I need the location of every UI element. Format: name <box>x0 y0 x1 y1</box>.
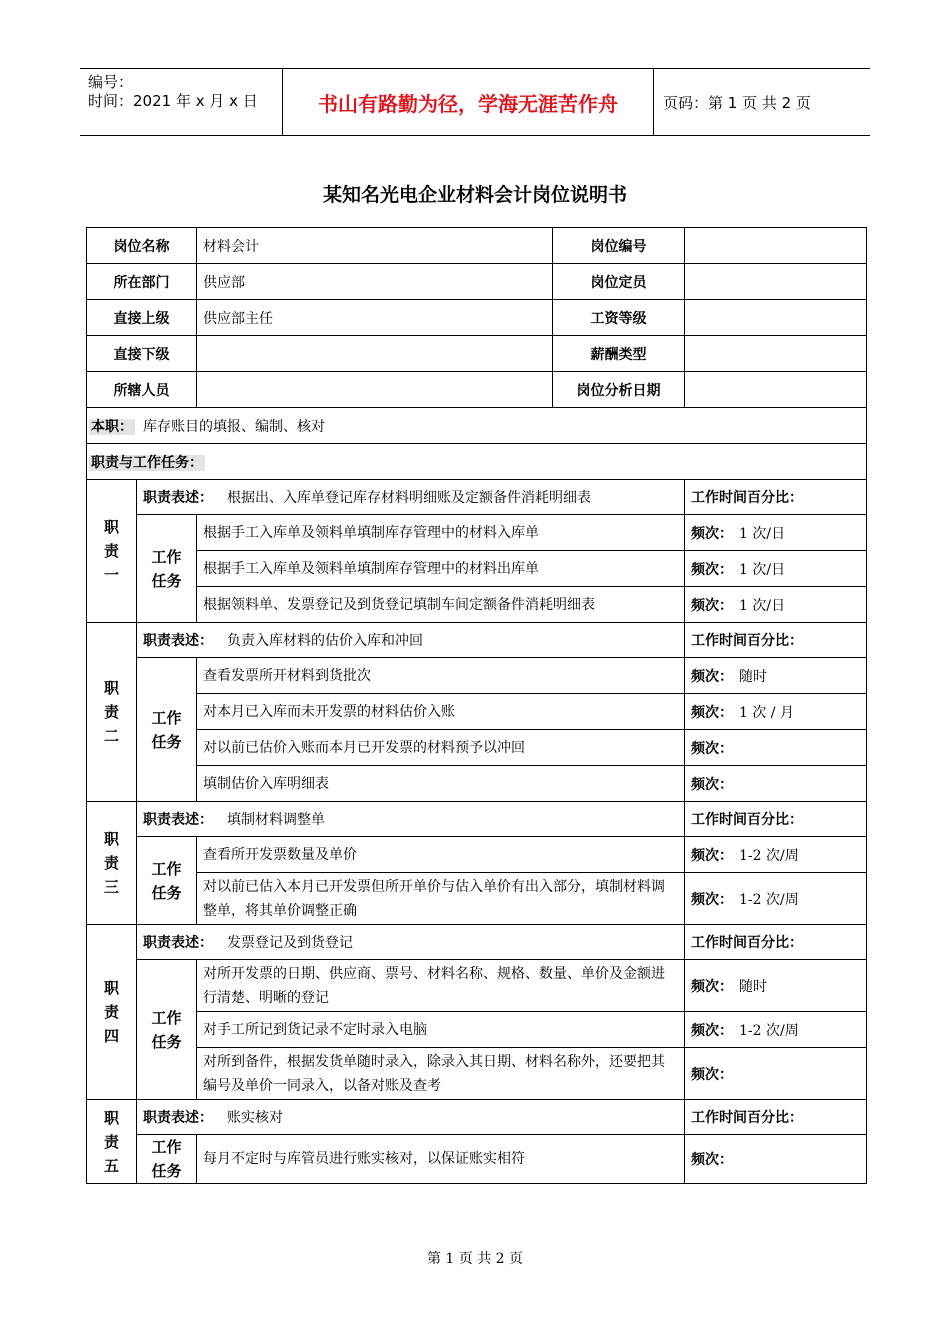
task-row <box>87 837 867 873</box>
task-frequency <box>685 515 867 551</box>
freq-value: 随时 <box>739 978 767 995</box>
duty-title-char: 职 <box>103 679 119 697</box>
task-heading-line: 工作 <box>151 708 182 727</box>
task-text: 每月不定时与库管员进行账实核对，以保证账实相符 <box>197 1135 685 1184</box>
duty-statement-row <box>87 802 867 837</box>
freq-value: 1-2 次/周 <box>739 891 799 908</box>
time-percent: 工作时间百分比： <box>685 925 867 960</box>
info-value[interactable] <box>685 228 867 264</box>
info-value[interactable] <box>685 300 867 336</box>
info-label: 所辖人员 <box>87 372 197 408</box>
duty-title-char: 职 <box>103 518 119 536</box>
task-heading-line: 任务 <box>151 732 182 751</box>
task-frequency <box>685 551 867 587</box>
freq-label: 频次： <box>691 891 733 908</box>
task-text: 对所到备件，根据发货单随时录入，除录入其日期、材料名称外，还要把其编号及单价一同录入，以备对账及查考 <box>197 1048 685 1100</box>
duty-statement <box>137 1100 685 1135</box>
info-label: 直接下级 <box>87 336 197 372</box>
freq-label: 频次： <box>691 1066 733 1083</box>
task-row <box>87 960 867 1012</box>
task-text: 查看发票所开材料到货批次 <box>197 658 685 694</box>
task-frequency <box>685 960 867 1012</box>
statement-text: 发票登记及到货登记 <box>227 935 353 951</box>
time-label: 时间：2021 年 x 月 x 日 <box>88 92 258 110</box>
task-heading <box>137 960 197 1100</box>
statement-label: 职责表述： <box>143 1110 213 1126</box>
document-header <box>80 68 870 136</box>
task-heading <box>137 658 197 802</box>
freq-label: 频次： <box>691 847 733 864</box>
info-row <box>87 300 867 336</box>
freq-label: 频次： <box>691 561 733 578</box>
task-frequency <box>685 837 867 873</box>
duty-statement-row <box>87 1100 867 1135</box>
task-heading-line: 任务 <box>151 571 182 590</box>
statement-text: 负责入库材料的估价入库和冲回 <box>227 633 423 649</box>
freq-label: 频次： <box>691 597 733 614</box>
freq-value: 1-2 次/周 <box>739 847 799 864</box>
freq-value: 1 次/日 <box>739 561 786 578</box>
time-percent: 工作时间百分比： <box>685 1100 867 1135</box>
duty-title-char: 职 <box>103 979 119 997</box>
task-frequency <box>685 1048 867 1100</box>
duty-title-char: 责 <box>103 542 119 560</box>
duty-title-char: 职 <box>103 830 119 848</box>
task-text: 对以前已估价入账而本月已开发票的材料预予以冲回 <box>197 730 685 766</box>
task-row <box>87 694 867 730</box>
motto: 书山有路勤为径，学海无涯苦作舟 <box>282 69 654 135</box>
info-label: 直接上级 <box>87 300 197 336</box>
info-label: 岗位名称 <box>87 228 197 264</box>
core-duty-text: 库存账目的填报、编制、核对 <box>143 418 325 435</box>
duty-statement <box>137 802 685 837</box>
task-row <box>87 551 867 587</box>
task-frequency <box>685 730 867 766</box>
freq-label: 频次： <box>691 1022 733 1039</box>
info-row <box>87 228 867 264</box>
header-meta <box>80 69 282 135</box>
task-frequency <box>685 1135 867 1184</box>
duty-title-char: 二 <box>103 727 119 745</box>
duty-title-char: 责 <box>103 703 119 721</box>
freq-value: 1 次 / 月 <box>739 704 794 721</box>
task-text: 查看所开发票数量及单价 <box>197 837 685 873</box>
task-row <box>87 1135 867 1184</box>
info-value[interactable] <box>197 336 553 372</box>
core-duty <box>87 408 867 444</box>
info-label: 工资等级 <box>553 300 685 336</box>
duties-header <box>87 444 867 480</box>
info-value[interactable] <box>197 372 553 408</box>
duties-header-label: 职责与工作任务： <box>91 454 203 471</box>
duty-statement-row <box>87 925 867 960</box>
task-row <box>87 1048 867 1100</box>
page-footer: 第 1 页 共 2 页 <box>426 1251 524 1267</box>
time-percent: 工作时间百分比： <box>685 623 867 658</box>
duty-statement <box>137 925 685 960</box>
page-info: 页码：第 1 页 共 2 页 <box>663 93 811 112</box>
time-percent: 工作时间百分比： <box>685 802 867 837</box>
task-text: 根据手工入库单及领料单填制库存管理中的材料出库单 <box>197 551 685 587</box>
duty-title-char: 责 <box>103 1003 119 1021</box>
task-text: 对本月已入库而未开发票的材料估价入账 <box>197 694 685 730</box>
info-label: 所在部门 <box>87 264 197 300</box>
task-text: 对所开发票的日期、供应商、票号、材料名称、规格、数量、单价及金额进行清楚、明晰的登记 <box>197 960 685 1012</box>
task-frequency <box>685 694 867 730</box>
task-text: 填制估价入库明细表 <box>197 766 685 802</box>
task-text: 根据领料单、发票登记及到货登记填制车间定额备件消耗明细表 <box>197 587 685 623</box>
freq-label: 频次： <box>691 1152 733 1168</box>
task-heading-line: 工作 <box>151 1138 182 1156</box>
duties-header-row <box>87 444 867 480</box>
info-value[interactable]: 材料会计 <box>197 228 553 264</box>
core-duty-label: 本职： <box>91 418 133 435</box>
duty-statement <box>137 480 685 515</box>
task-heading <box>137 515 197 623</box>
duty-title-char: 一 <box>103 566 119 584</box>
statement-label: 职责表述： <box>143 633 213 649</box>
task-heading-line: 任务 <box>151 1032 182 1051</box>
duty-title-char: 责 <box>103 854 119 872</box>
task-heading-line: 工作 <box>151 547 182 566</box>
duty-title <box>87 925 137 1100</box>
page-title: 某知名光电企业材料会计岗位说明书 <box>322 184 627 206</box>
task-text: 根据手工入库单及领料单填制库存管理中的材料入库单 <box>197 515 685 551</box>
freq-label: 频次： <box>691 740 733 757</box>
info-row <box>87 264 867 300</box>
info-label: 岗位编号 <box>553 228 685 264</box>
duty-title-char: 三 <box>103 878 119 896</box>
task-frequency <box>685 1012 867 1048</box>
info-value[interactable]: 供应部主任 <box>197 300 553 336</box>
task-heading-line: 任务 <box>151 883 182 902</box>
task-row <box>87 515 867 551</box>
task-row <box>87 1012 867 1048</box>
freq-label: 频次： <box>691 704 733 721</box>
job-description-table <box>86 227 867 1184</box>
info-row <box>87 336 867 372</box>
freq-value: 1-2 次/周 <box>739 1022 799 1039</box>
duty-title-char: 四 <box>103 1027 119 1045</box>
duty-title <box>87 1100 137 1184</box>
statement-text: 填制材料调整单 <box>227 812 325 828</box>
freq-value: 1 次/日 <box>739 525 786 542</box>
task-heading <box>137 1135 197 1184</box>
duty-title <box>87 802 137 925</box>
info-value[interactable]: 供应部 <box>197 264 553 300</box>
duty-title <box>87 480 137 623</box>
task-row <box>87 873 867 925</box>
info-row <box>87 372 867 408</box>
freq-label: 频次： <box>691 776 733 793</box>
freq-label: 频次： <box>691 978 733 995</box>
task-frequency <box>685 766 867 802</box>
freq-value: 随时 <box>739 668 767 685</box>
duty-title <box>87 623 137 802</box>
task-row <box>87 658 867 694</box>
statement-label: 职责表述： <box>143 935 213 951</box>
duty-title-char: 责 <box>103 1132 119 1151</box>
core-duty-row <box>87 408 867 444</box>
statement-text: 账实核对 <box>227 1110 283 1126</box>
statement-label: 职责表述： <box>143 490 213 506</box>
info-value[interactable] <box>685 264 867 300</box>
task-row <box>87 587 867 623</box>
freq-label: 频次： <box>691 525 733 542</box>
duty-title-char: 五 <box>103 1156 119 1175</box>
task-row <box>87 730 867 766</box>
info-value[interactable] <box>685 336 867 372</box>
task-frequency <box>685 587 867 623</box>
task-text: 对手工所记到货记录不定时录入电脑 <box>197 1012 685 1048</box>
duty-title-char: 职 <box>103 1108 119 1127</box>
statement-label: 职责表述： <box>143 812 213 828</box>
freq-value: 1 次/日 <box>739 597 786 614</box>
task-row <box>87 766 867 802</box>
freq-label: 频次： <box>691 668 733 685</box>
statement-text: 根据出、入库单登记库存材料明细账及定额备件消耗明细表 <box>227 490 591 506</box>
task-heading-line: 工作 <box>151 859 182 878</box>
task-frequency <box>685 658 867 694</box>
duty-statement-row <box>87 623 867 658</box>
time-percent: 工作时间百分比： <box>685 480 867 515</box>
task-heading-line: 任务 <box>151 1162 182 1180</box>
info-label: 岗位定员 <box>553 264 685 300</box>
task-heading-line: 工作 <box>151 1008 182 1027</box>
duty-statement-row <box>87 480 867 515</box>
task-text: 对以前已估入本月已开发票但所开单价与估入单价有出入部分，填制材料调整单，将其单价调整正确 <box>197 873 685 925</box>
number-label: 编号： <box>88 73 134 91</box>
info-label: 薪酬类型 <box>553 336 685 372</box>
task-frequency <box>685 873 867 925</box>
duty-statement <box>137 623 685 658</box>
info-value[interactable] <box>685 372 867 408</box>
task-heading <box>137 837 197 925</box>
info-label: 岗位分析日期 <box>553 372 685 408</box>
